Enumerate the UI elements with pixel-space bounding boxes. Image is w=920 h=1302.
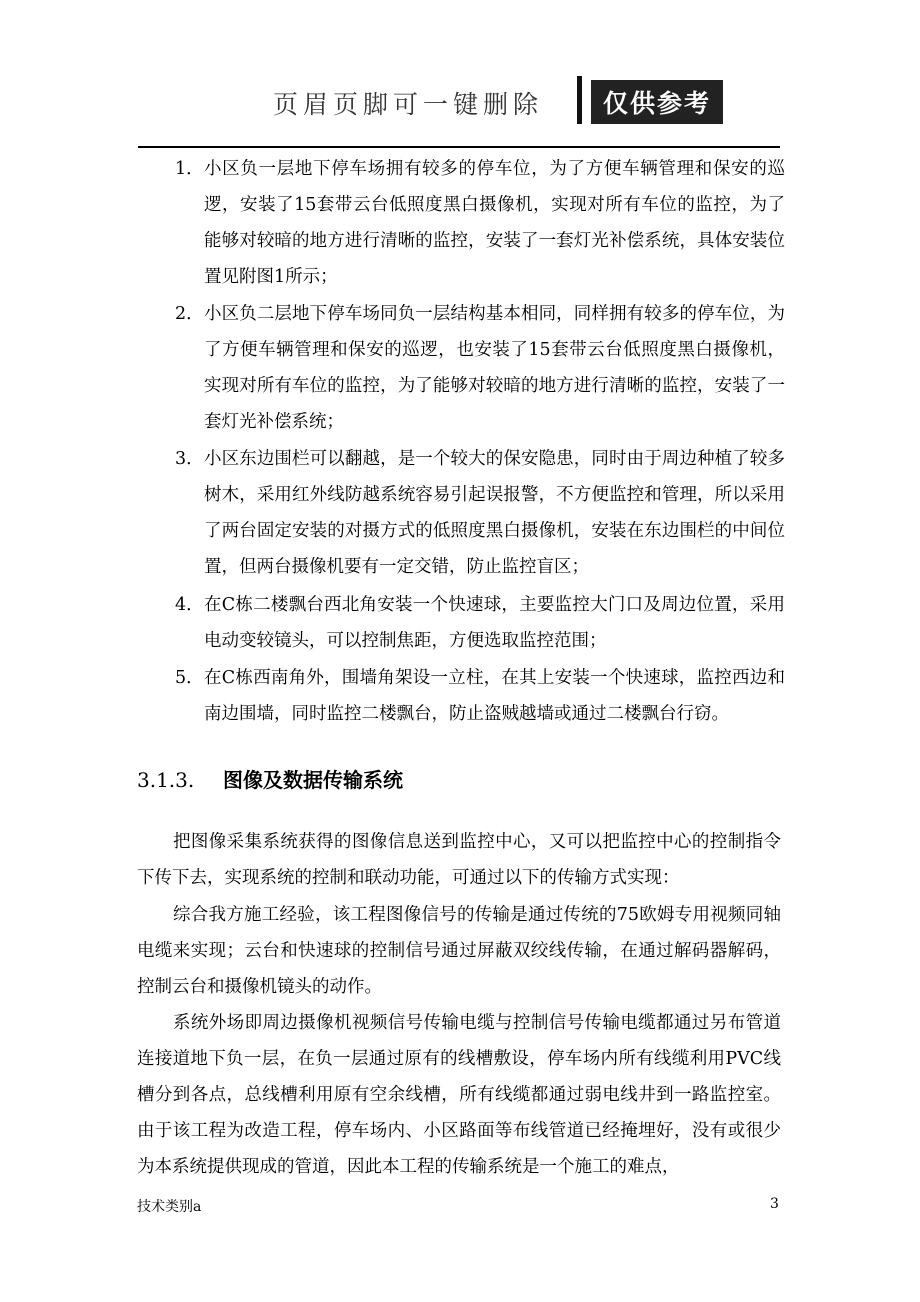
header-divider <box>577 76 582 124</box>
list-item <box>175 441 785 585</box>
list-item-number: 2． <box>175 304 204 324</box>
section-heading <box>137 764 403 793</box>
list-item-text: 小区负一层地下停车场拥有较多的停车位，为了方便车辆管理和保安的巡逻，安装了15套带云台低照度黑白摄像机，实现对所有车位的监控，为了能够对较暗的地方进行清晰的监控，安装了一套灯光补偿系统，具体安装位置见附图1所示； <box>204 159 785 287</box>
list-item <box>175 660 785 732</box>
paragraph: 系统外场即周边摄像机视频信号传输电缆与控制信号传输电缆都通过另布管道连接道地下负一层，在负一层通过原有的线槽敷设，停车场内所有线缆利用PVC线槽分到各点，总线槽利用原有空余线槽，所有线缆都通过弱电线井到一路监控室。由于该工程为改造工程，停车场内、小区路面等布线管道已经掩埋好，没有或很少为本系统提供现成的管道，因此本工程的传输系统是一个施工的难点， <box>137 1013 781 1177</box>
list-item-number: 5． <box>175 668 204 688</box>
list-item-text: 在C栋西南角外，围墙角架设一立柱，在其上安装一个快速球，监控西边和南边围墙，同时监控二楼飘台，防止盗贼越墙或通过二楼飘台行窃。 <box>204 668 785 724</box>
list-item-text: 在C栋二楼飘台西北角安装一个快速球，主要监控大门口及周边位置，采用电动变较镜头，可以控制焦距，方便选取监控范围； <box>204 595 785 651</box>
list-item <box>175 151 785 295</box>
reference-only-badge: 仅供参考 <box>591 80 723 124</box>
footer-category: 技术类别a <box>137 1199 202 1215</box>
page-number: 3 <box>770 1196 779 1212</box>
section-title: 图像及数据传输系统 <box>223 768 403 792</box>
list-item-number: 1． <box>175 159 204 179</box>
section-number: 3.1.3. <box>137 768 195 792</box>
paragraph: 把图像采集系统获得的图像信息送到监控中心，又可以把监控中心的控制指令下传下去，实现系统的控制和联动功能，可通过以下的传输方式实现： <box>137 832 781 888</box>
list-item-text: 小区负二层地下停车场同负一层结构基本相同，同样拥有较多的停车位，为了方便车辆管理和保安的巡逻，也安装了15套带云台低照度黑白摄像机，实现对所有车位的监控，为了能够对较暗的地方进行清晰的监控，安装了一套灯光补偿系统； <box>204 304 785 432</box>
header-text: 页眉页脚可一键删除 <box>273 90 544 119</box>
list-item-number: 3． <box>175 449 204 469</box>
header-rule <box>138 146 780 148</box>
list-item-text: 小区东边围栏可以翻越，是一个较大的保安隐患，同时由于周边种植了较多树木，采用红外线防越系统容易引起误报警，不方便监控和管理，所以采用了两台固定安装的对摄方式的低照度黑白摄像机，安装在东边围栏的中间位置，但两台摄像机要有一定交错，防止监控盲区； <box>204 449 785 577</box>
list-item <box>175 587 785 659</box>
list-item <box>175 296 785 440</box>
list-item-number: 4． <box>175 595 204 615</box>
paragraph: 综合我方施工经验，该工程图像信号的传输是通过传统的75欧姆专用视频同轴电缆来实现；云台和快速球的控制信号通过屏蔽双绞线传输，在通过解码器解码，控制云台和摄像机镜头的动作。 <box>137 905 781 997</box>
